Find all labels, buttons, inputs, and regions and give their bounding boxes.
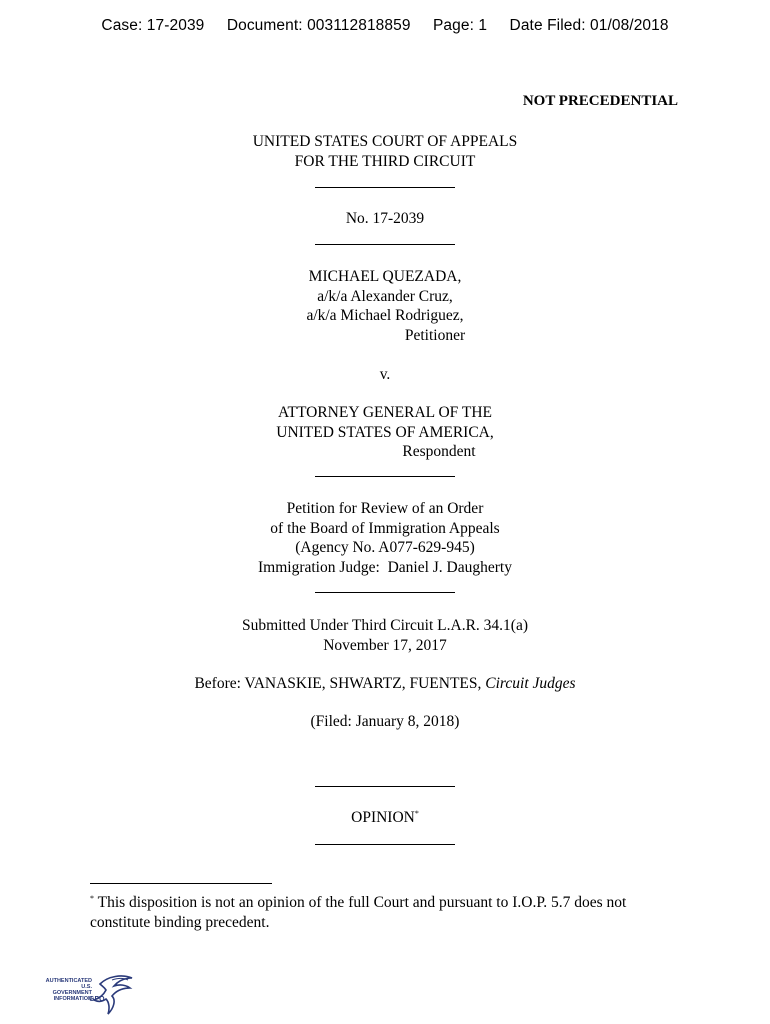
submitted-block	[0, 616, 770, 655]
respondent-line2: UNITED STATES OF AMERICA,	[276, 423, 494, 441]
petition-line1: Petition for Review of an Order	[286, 500, 484, 517]
judges-names: Before: VANASKIE, SHWARTZ, FUENTES,	[194, 675, 482, 692]
petitioner-aka-1: a/k/a Alexander Cruz,	[317, 287, 453, 305]
respondent-block	[0, 403, 770, 462]
petitioner-role: Petitioner	[404, 326, 466, 344]
divider	[315, 187, 455, 188]
submitted-date: November 17, 2017	[323, 636, 447, 654]
divider	[315, 592, 455, 593]
agency-number: (Agency No. A077-629-945)	[295, 539, 475, 556]
gpo-authentication-logo	[42, 972, 134, 1018]
gpo-mark: GPO	[89, 996, 105, 1003]
footnote-separator	[90, 883, 272, 884]
docket-number: No. 17-2039	[345, 210, 425, 227]
footnote-text: This disposition is not an opinion of the full Court and pursuant to I.O.P. 5.7 does not constitute binding precedent.	[90, 894, 627, 931]
gpo-logo-line3: INFORMATION	[53, 996, 92, 1002]
respondent-line1: ATTORNEY GENERAL OF THE	[278, 404, 492, 421]
gpo-logo-line2: U.S. GOVERNMENT	[52, 984, 92, 996]
filed-date: (Filed: January 8, 2018)	[310, 713, 460, 730]
page-number-header: Page: 1	[432, 17, 488, 34]
court-name-line2: FOR THE THIRD CIRCUIT	[294, 152, 476, 170]
divider	[315, 476, 455, 477]
petitioner-name: MICHAEL QUEZADA,	[308, 268, 462, 285]
judges-title: Circuit Judges	[485, 675, 576, 692]
gpo-logo-line1: AUTHENTICATED	[45, 978, 92, 984]
petitioner-block	[0, 267, 770, 345]
filing-header	[0, 17, 770, 35]
divider	[315, 844, 455, 845]
footnote-ref: *	[414, 808, 419, 818]
versus: v.	[379, 366, 391, 383]
panel-judges	[0, 674, 770, 694]
submitted-line1: Submitted Under Third Circuit L.A.R. 34.1(a)	[242, 617, 528, 634]
precedential-status: NOT PRECEDENTIAL	[522, 93, 678, 109]
divider	[315, 786, 455, 787]
court-name	[0, 132, 770, 171]
footnote	[90, 893, 690, 933]
document-number-header: Document: 003112818859	[226, 17, 411, 34]
petition-line2: of the Board of Immigration Appeals	[270, 519, 500, 537]
immigration-judge: Immigration Judge: Daniel J. Daugherty	[258, 558, 512, 576]
divider	[315, 244, 455, 245]
footnote-marker: *	[90, 893, 94, 903]
eagle-icon	[92, 972, 134, 1018]
case-number-header: Case: 17-2039	[101, 17, 205, 34]
court-name-line1: UNITED STATES COURT OF APPEALS	[252, 133, 518, 150]
opinion-heading	[0, 808, 770, 828]
petitioner-aka-2: a/k/a Michael Rodriguez,	[306, 307, 464, 324]
opinion-title: OPINION	[351, 809, 415, 826]
petition-block	[0, 499, 770, 577]
gpo-logo-text	[42, 978, 92, 1002]
date-filed-header: Date Filed: 01/08/2018	[509, 17, 669, 34]
respondent-role: Respondent	[402, 443, 476, 460]
